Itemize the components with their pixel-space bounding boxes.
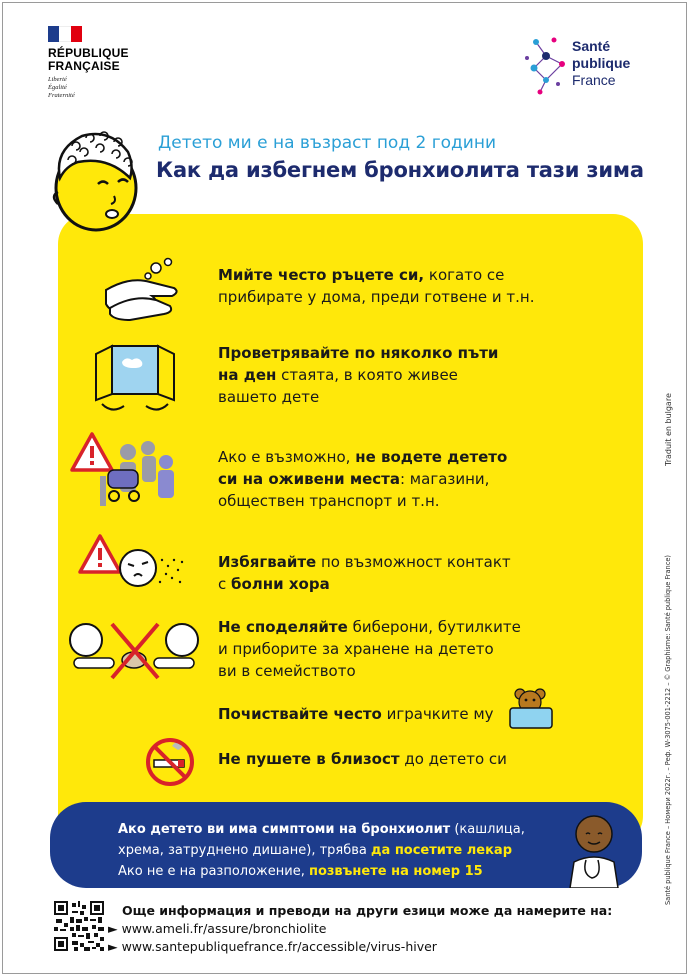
tip3-line3: обществен транспорт и т.н. [218,492,440,510]
rf-motto-line2: Égalité [48,84,67,91]
tip-crowded-places [218,446,507,512]
banner-line2a: хрема, затруднено дишане), трябва [118,843,372,858]
santepubliquefrance-link[interactable]: ► www.santepubliquefrance.fr/accessible/virus-hiver [108,939,437,954]
banner-line3a: Ако не е на разположение, [118,864,309,879]
sneezing-warning-icon [78,530,188,602]
baby-face-icon [38,122,148,242]
tip6-bold1: Почиствайте често [218,705,382,723]
teddy-bear-bath-icon [506,684,556,730]
tip2-line3: вашето дете [218,388,320,406]
spf-line1: Santé [572,38,611,54]
tip1-line2: прибирате у дома, преди готвене и т.н. [218,288,535,306]
tip3-bold2: си на оживени места [218,470,400,488]
tip3-rest2: : магазини, [399,470,490,488]
tip5-line3: ви в семейството [218,662,356,680]
tip-no-smoking [218,748,507,770]
tip-no-sharing [218,616,521,682]
tip1-bold: Мийте често ръцете си, [218,266,425,284]
french-flag-icon [48,26,82,42]
banner-rest1: (кашлица, [450,822,525,837]
tip4-rest1: по възможност контакт [316,553,511,571]
sante-publique-france-logo [524,34,654,98]
molecule-icon [524,34,570,98]
translated-label: Traduit en bulgare [664,393,673,466]
doctor-icon [566,812,622,888]
tip-sick-people [218,551,511,595]
footer-heading: Още информация и преводи на други езици може да намерите на: [122,903,613,918]
tip2-rest2: стаята, в която живее [276,366,458,384]
page-subtitle: Детето ми е на възраст под 2 години [158,133,497,153]
tip4-pre2: с [218,575,232,593]
tip-wash-hands [218,264,534,308]
symptoms-banner-text [118,819,525,882]
no-sharing-pacifier-icon [64,614,204,684]
rf-title-line2: FRANÇAISE [48,59,120,73]
open-window-icon [92,340,178,416]
tip4-bold2: болни хора [231,575,330,593]
tip3-bold1: не водете детето [355,448,508,466]
rf-title-line1: RÉPUBLIQUE [48,46,129,60]
crowd-warning-icon [70,430,182,514]
tip2-bold1: Проветрявайте по няколко пъти [218,344,499,362]
banner-line2b: да посетите лекар [371,843,513,858]
tip-clean-toys [218,703,494,725]
tip5-line2: и приборите за хранене на детето [218,640,494,658]
tip5-rest1: биберони, бутилките [347,618,521,636]
banner-line3b: позвънете на номер 15 [308,864,483,879]
spf-line2: publique [572,55,631,71]
tip4-bold1: Избягвайте [218,553,317,571]
ameli-link[interactable]: ► www.ameli.fr/assure/bronchiolite [108,921,327,936]
page-title: Как да избегнем бронхиолита тази зима [156,158,644,182]
tip7-rest1: до детето си [399,750,507,768]
republique-francaise-logo [48,26,129,100]
rf-motto-line1: Liberté [48,76,67,83]
tip-ventilate [218,342,498,408]
tip2-bold2: на ден [218,366,277,384]
banner-bold1: Ако детето ви има симптоми на бронхиолит [118,822,451,837]
tip3-pre1: Ако е възможно, [218,448,356,466]
tip5-bold1: Не споделяйте [218,618,348,636]
tip6-rest1: играчките му [381,705,494,723]
no-smoking-icon [142,734,198,786]
tip7-bold1: Не пушете в близост [218,750,400,768]
rf-motto-line3: Fraternité [48,92,75,99]
qr-code-icon[interactable] [54,901,104,951]
credits-label: Santé publique France – Номери 2022г. – Реф. W-3075-001-2212 – © Graphisme: Santé publique France) [664,555,672,905]
spf-line3: France [572,72,616,88]
tip1-rest: когато се [424,266,505,284]
hand-washing-icon [100,254,180,324]
